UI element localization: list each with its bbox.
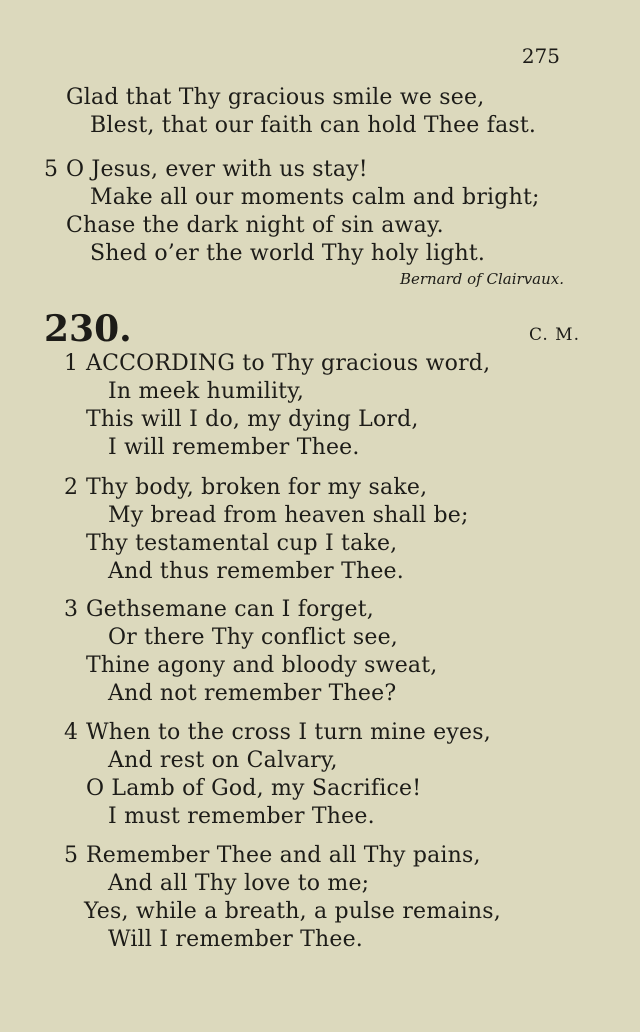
- hymn-meter: C. M.: [528, 325, 580, 345]
- verse-line: Remember Thee and all Thy pains,: [86, 843, 481, 868]
- previous-hymn-line: Chase the dark night of sin away.: [66, 213, 444, 238]
- verse-line: And not remember Thee?: [108, 681, 397, 706]
- stanza-number: 1: [64, 351, 78, 376]
- previous-hymn-line: Make all our moments calm and bright;: [90, 185, 540, 210]
- stanza-number: 5: [44, 157, 58, 182]
- verse-line: O Lamb of God, my Sacrifice!: [86, 776, 422, 801]
- verse-line: When to the cross I turn mine eyes,: [86, 720, 491, 745]
- verse-line: And all Thy love to me;: [108, 871, 370, 896]
- verse-line: Thy testamental cup I take,: [86, 531, 398, 556]
- verse-line: I will remember Thee.: [108, 435, 360, 460]
- verse-line: ACCORDING to Thy gracious word,: [86, 351, 491, 376]
- verse-line: Thy body, broken for my sake,: [86, 475, 428, 500]
- stanza-number: 2: [64, 475, 78, 500]
- previous-hymn-line: Glad that Thy gracious smile we see,: [66, 85, 485, 110]
- hymn-attribution: Bernard of Clairvaux.: [399, 270, 564, 288]
- verse-line: My bread from heaven shall be;: [108, 503, 469, 528]
- verse-line: Will I remember Thee.: [108, 927, 363, 952]
- verse-line: Gethsemane can I forget,: [86, 597, 374, 622]
- verse-line: And thus remember Thee.: [108, 559, 404, 584]
- stanza-number: 4: [64, 720, 78, 745]
- verse-line: This will I do, my dying Lord,: [86, 407, 419, 432]
- verse-line: In meek humility,: [108, 379, 305, 404]
- verse-line: Yes, while a breath, a pulse remains,: [84, 899, 501, 924]
- verse-line: Or there Thy conflict see,: [108, 625, 398, 650]
- verse-line: Thine agony and bloody sweat,: [86, 653, 438, 678]
- page-number: 275: [521, 44, 560, 68]
- previous-hymn-line: Shed o’er the world Thy holy light.: [90, 241, 486, 266]
- verse-line: And rest on Calvary,: [108, 748, 338, 773]
- previous-hymn-line: O Jesus, ever with us stay!: [66, 157, 368, 182]
- verse-line: I must remember Thee.: [108, 804, 375, 829]
- stanza-number: 3: [64, 597, 78, 622]
- hymn-number: 230.: [44, 308, 132, 350]
- previous-hymn-line: Blest, that our faith can hold Thee fast.: [90, 113, 537, 138]
- stanza-number: 5: [64, 843, 78, 868]
